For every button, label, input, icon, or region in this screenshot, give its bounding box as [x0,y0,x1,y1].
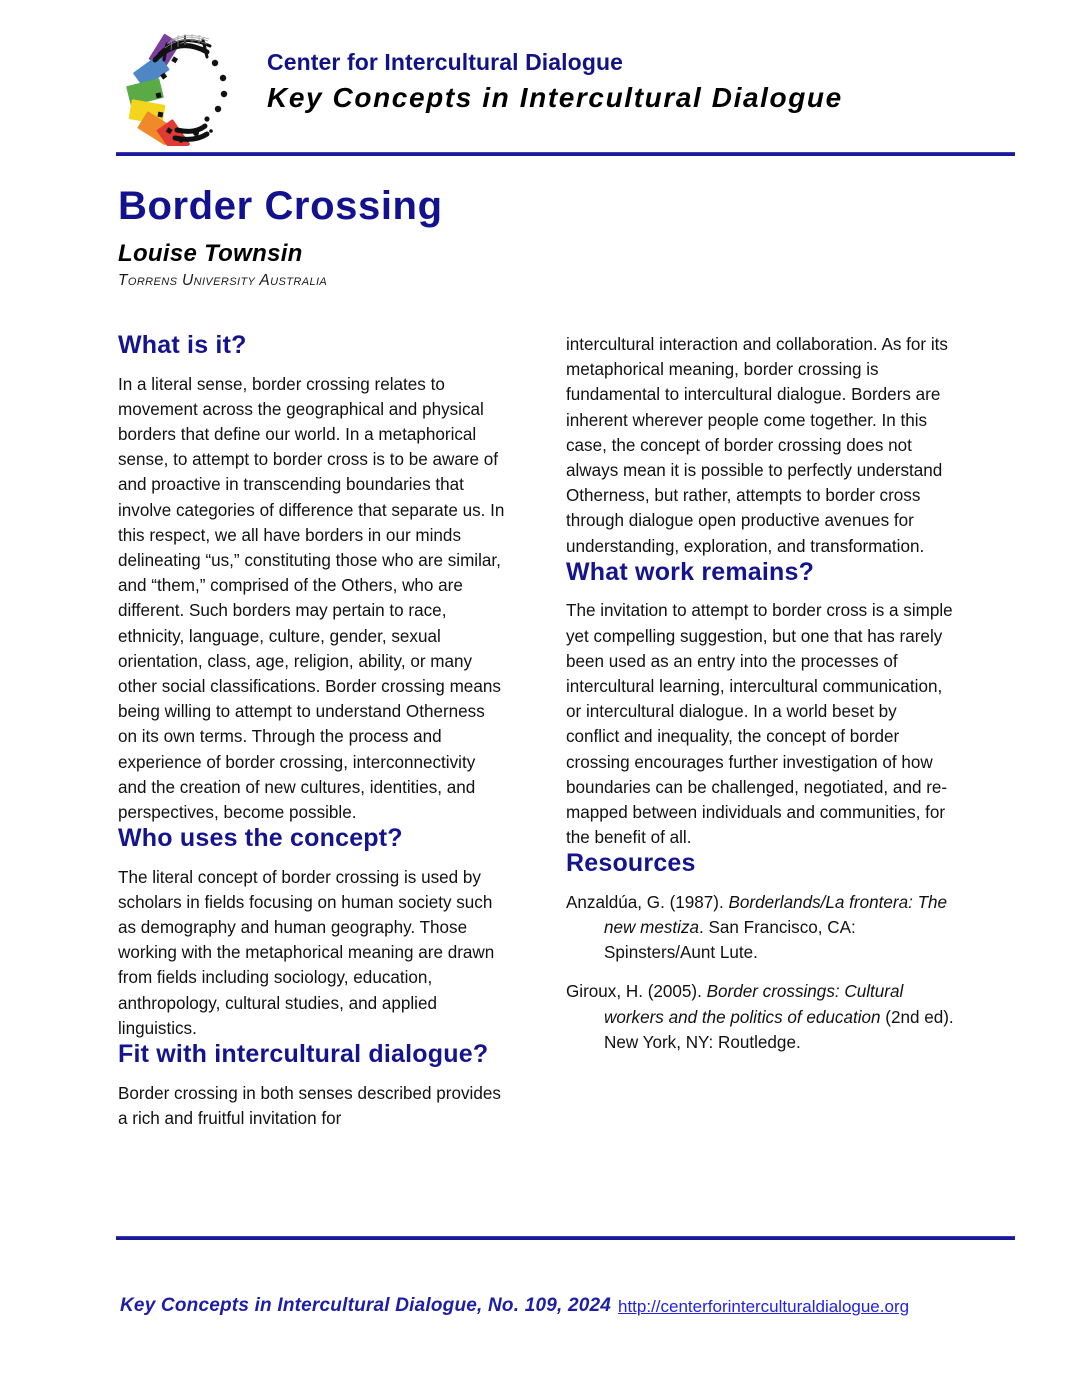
resource-suffix: (2nd ed). New York, NY: Routledge. [604,1007,954,1052]
section-heading-fit-with-id: Fit with intercultural dialogue? [118,1040,489,1069]
resource-entry [566,979,954,1055]
footer-citation: Key Concepts in Intercultural Dialogue, No. 109, 2024 [120,1295,612,1316]
footer-divider-rule [116,1236,1015,1240]
resources-list [566,890,954,1055]
left-column [118,332,506,1131]
footer-website-link[interactable]: http://centerforinterculturaldialogue.org [618,1297,910,1316]
section-paragraph-fit-with-id: Border crossing in both senses described provides a rich and fruitful invitation for [118,1083,501,1128]
section-heading-what-work-remains: What work remains? [566,557,815,586]
cid-circular-logo [115,30,231,146]
section-heading-resources: Resources [566,849,696,878]
section-paragraph-who-uses: The literal concept of border crossing is used by scholars in fields focusing on human society such as demography and human geography. Those working with the metaphorical meaning are drawn from fields including sociology, education, anthropology, cultural studies, and applied linguistics. [118,867,495,1038]
resource-prefix: Anzaldúa, G. (1987). [566,892,729,912]
organization-name: Center for Intercultural Dialogue [267,49,624,75]
resource-prefix: Giroux, H. (2005). [566,982,707,1002]
page-footer [118,1295,1018,1325]
resource-title: Border crossings: Cultural workers and the politics of education [604,982,904,1027]
header-divider-rule [116,152,1015,156]
continuation-paragraph: intercultural interaction and collaboration. As for its metaphorical meaning, border crossing is fundamental to intercultural dialogue. Borders are inherent wherever people come together. In this case, the concept of border crossing does not always mean it is possible to perfectly understand Otherness, but rather, attempts to border cross through dialogue open productive avenues for understanding, exploration, and transformation. [566,335,948,556]
resource-suffix: . San Francisco, CA: Spinsters/Aunt Lute. [604,918,856,963]
right-column [566,332,954,1069]
section-heading-what-is-it: What is it? [118,331,247,359]
resource-entry [566,890,954,966]
title-block [118,185,818,289]
author-affiliation: Torrens University Australia [118,272,328,290]
resource-title: Borderlands/La frontera: The new mestiza [604,892,948,938]
section-heading-who-uses: Who uses the concept? [118,824,403,853]
masthead-text [267,50,843,113]
section-paragraph-what-is-it: In a literal sense, border crossing relates to movement across the geographical and physical borders that define our world. In a metaphorical sense, to attempt to border cross is to be aware of and proactive in transcending boundaries that involve categories of difference that separate us. In this respect, we all have borders in our minds delineating “us,” constituting those who are similar, and “them,” comprised of the Others, who are different. Such borders may pertain to race, ethnicity, language, culture, gender, sexual orientation, class, age, religion, ability, or many other social classifications. Border crossing means being willing to attempt to understand Otherness on its own terms. Through the process and experience of border crossing, interconnectivity and the creation of new cultures, identities, and perspectives, become possible. [118,374,505,822]
author-name: Louise Townsin [118,240,303,267]
section-paragraph-what-work-remains: The invitation to attempt to border cross is a simple yet compelling suggestion, but one that has rarely been used as an entry into the processes of intercultural learning, intercultural communication, or intercultural dialogue. In a world beset by conflict and inequality, the concept of border crossing encourages further investigation of how boundaries can be challenged, negotiated, and re-mapped between individuals and communities, for the benefit of all. [566,601,953,848]
article-body [118,331,954,1222]
page-title: Border Crossing [118,184,443,228]
series-name: Key Concepts in Intercultural Dialogue [267,82,843,114]
masthead [115,28,1015,146]
